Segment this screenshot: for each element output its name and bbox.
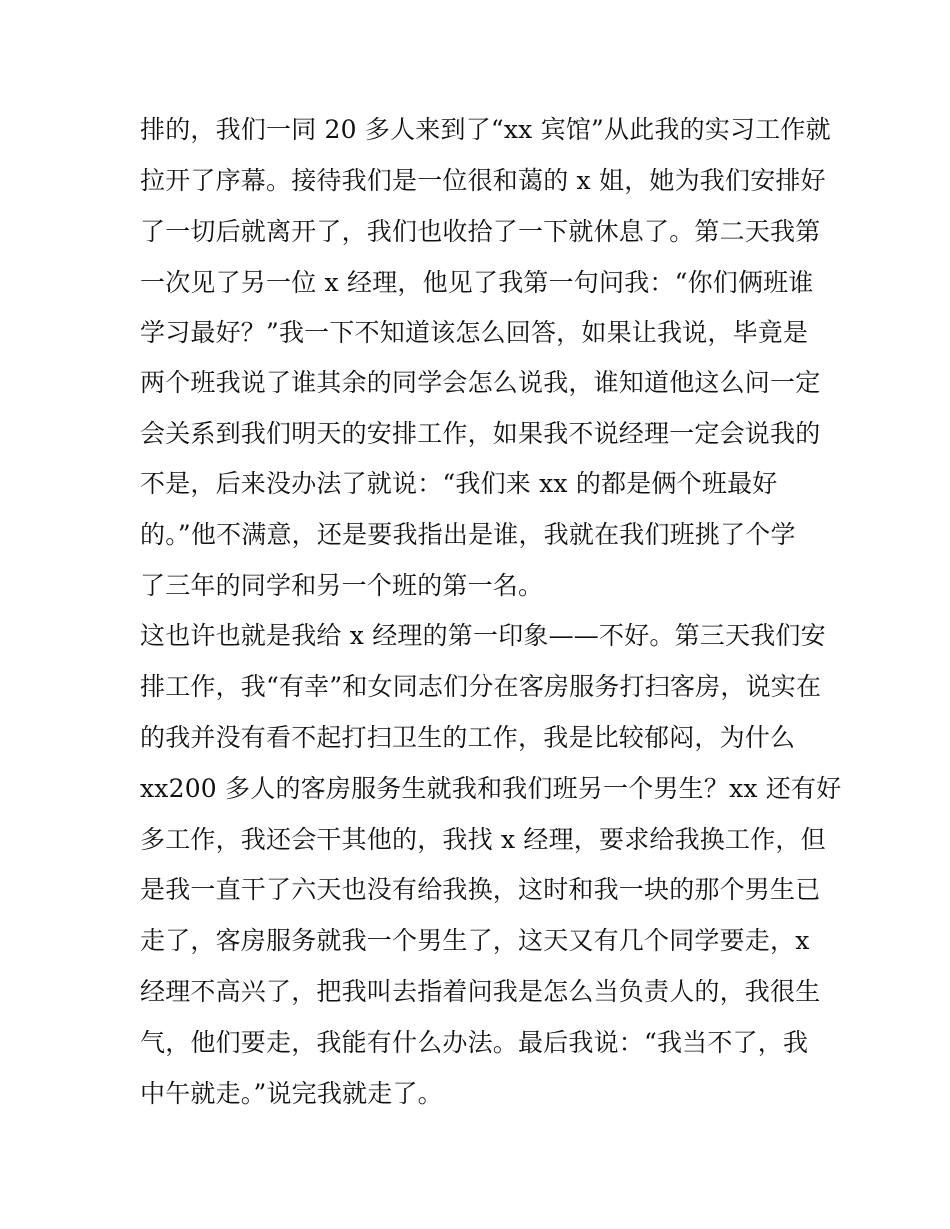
text-line: 气，他们要走，我能有什么办法。最后我说：“我当不了，我 (140, 1028, 809, 1057)
text-line: 经理不高兴了，把我叫去指着问我是怎么当负责人的，我很生 (140, 977, 821, 1006)
text-line: 拉开了序幕。接待我们是一位很和蔼的 x 姐，她为我们安排好 (140, 166, 826, 195)
text-line: 排的，我们一同 20 多人来到了“xx 宾馆”从此我的实习工作就 (140, 115, 831, 144)
text-line: 这也许也就是我给 x 经理的第一印象——不好。第三天我们安 (140, 621, 826, 650)
text-line: 中午就走。”说完我就走了。 (140, 1079, 443, 1108)
text-line: 会关系到我们明天的安排工作，如果我不说经理一定会说我的 (140, 419, 821, 448)
text-line: 学习最好？”我一下不知道该怎么回答，如果让我说，毕竟是 (140, 318, 809, 347)
text-line: 排工作，我“有幸”和女同志们分在客房服务打扫客房，说实在 (140, 672, 822, 701)
text-line: 了一切后就离开了，我们也收拾了一下就休息了。第二天我第 (140, 217, 821, 246)
text-line: xx200 多人的客房服务生就我和我们班另一个男生？xx 还有好 (140, 774, 842, 803)
text-line: 多工作，我还会干其他的，我找 x 经理，要求给我换工作，但 (140, 825, 826, 854)
text-line: 了三年的同学和另一个班的第一名。 (140, 571, 544, 600)
text-line: 的我并没有看不起打扫卫生的工作，我是比较郁闷，为什么 (140, 723, 796, 752)
text-line: 的。”他不满意，还是要我指出是谁，我就在我们班挑了个学 (140, 520, 796, 549)
text-line: 是我一直干了六天也没有给我换，这时和我一块的那个男生已 (140, 875, 821, 904)
text-line: 不是，后来没办法了就说：“我们来 xx 的都是俩个班最好 (140, 469, 778, 498)
text-line: 两个班我说了谁其余的同学会怎么说我，谁知道他这么问一定 (140, 368, 821, 397)
text-line: 走了，客房服务就我一个男生了，这天又有几个同学要走，x (140, 926, 810, 955)
text-line: 一次见了另一位 x 经理，他见了我第一句问我：“你们俩班谁 (140, 268, 814, 297)
